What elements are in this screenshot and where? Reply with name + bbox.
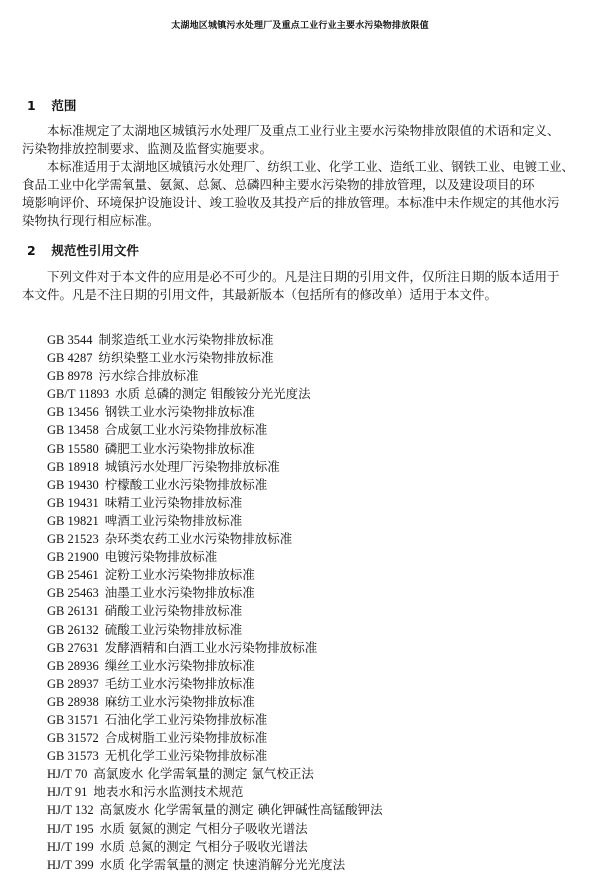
reference-code: GB 25461: [47, 568, 99, 583]
reference-title: 水质 总磷的测定 钼酸铵分光光度法: [115, 386, 311, 402]
reference-title: 电镀污染物排放标准: [104, 549, 218, 565]
reference-item: [47, 367, 383, 385]
section-number: 2: [27, 243, 36, 258]
section-heading-scope: [27, 96, 76, 114]
reference-code: GB 28936: [47, 658, 99, 673]
reference-item: [47, 729, 383, 747]
reference-list: [47, 331, 383, 874]
reference-item: [47, 639, 383, 657]
reference-code: GB 21900: [47, 550, 99, 565]
paragraph-line: 食品工业中化学需氧量、氨氮、总氮、总磷四种主要水污染物的排放管理，以及建设项目的环: [22, 177, 535, 192]
reference-code: HJ/T 70: [47, 767, 88, 782]
reference-item: [47, 421, 383, 439]
reference-title: 麻纺工业水污染物排放标准: [104, 693, 255, 709]
reference-item: [47, 783, 383, 801]
reference-title: 高氯废水 化学需氧量的测定 氯气校正法: [93, 766, 314, 782]
reference-title: 城镇污水处理厂污染物排放标准: [104, 458, 280, 474]
reference-item: [47, 711, 383, 729]
reference-code: GB 19821: [47, 513, 99, 528]
reference-title: 硫酸工业污染物排放标准: [104, 621, 243, 637]
reference-code: GB 8978: [47, 369, 93, 384]
paragraph-line: 本标准适用于太湖地区城镇污水处理厂、纺织工业、化学工业、造纸工业、钢铁工业、电镀工业、: [47, 160, 574, 174]
reference-code: HJ/T 132: [47, 803, 94, 818]
document-title: 太湖地区城镇污水处理厂及重点工业行业主要水污染物排放限值: [171, 21, 429, 31]
paragraph-line: 境影响评价、环境保护设施设计、竣工验收及其投产后的排放管理。本标准中未作规定的其他水污: [22, 195, 560, 210]
reference-code: GB 31573: [47, 749, 99, 764]
reference-title: 啤酒工业污染物排放标准: [104, 512, 243, 528]
reference-item: [47, 512, 383, 530]
reference-code: GB 15580: [47, 441, 99, 456]
reference-item: [47, 548, 383, 566]
paragraph-line: 污染物排放控制要求、监测及监督实施要求。: [22, 141, 273, 156]
reference-title: 缫丝工业水污染物排放标准: [104, 657, 255, 673]
reference-item: [47, 440, 383, 458]
reference-title: 纺织染整工业水污染物排放标准: [98, 350, 274, 366]
reference-code: GB 18918: [47, 459, 99, 474]
reference-title: 油墨工业水污染物排放标准: [104, 585, 255, 601]
reference-item: [47, 693, 383, 711]
reference-item: [47, 838, 383, 856]
reference-item: [47, 349, 383, 367]
reference-item: [47, 747, 383, 765]
reference-title: 毛纺工业水污染物排放标准: [104, 675, 255, 691]
reference-title: 硝酸工业污染物排放标准: [104, 603, 243, 619]
reference-item: [47, 820, 383, 838]
paragraph-line: 本文件。凡是不注日期的引用文件，其最新版本（包括所有的修改单）适用于本文件。: [22, 287, 498, 302]
reference-title: 石油化学工业污染物排放标准: [104, 711, 268, 727]
reference-item: [47, 584, 383, 602]
reference-code: GB 19431: [47, 495, 99, 510]
reference-title: 淀粉工业水污染物排放标准: [104, 567, 255, 583]
reference-code: GB 31572: [47, 731, 99, 746]
scope-paragraph-1: [22, 122, 584, 158]
reference-title: 水质 总氮的测定 气相分子吸收光谱法: [99, 838, 308, 854]
reference-title: 味精工业污染物排放标准: [104, 494, 243, 510]
reference-code: GB 28938: [47, 694, 99, 709]
reference-title: 无机化学工业污染物排放标准: [104, 748, 268, 764]
reference-item: [47, 765, 383, 783]
paragraph-line: 下列文件对于本文件的应用是必不可少的。凡是注日期的引用文件，仅所注日期的版本适用于: [47, 269, 560, 284]
reference-code: GB 28937: [47, 676, 99, 691]
scope-paragraph-2: [22, 158, 584, 230]
reference-item: [47, 621, 383, 639]
reference-title: 磷肥工业水污染物排放标准: [104, 440, 255, 456]
reference-code: GB 4287: [47, 351, 93, 366]
reference-item: [47, 331, 383, 349]
reference-title: 水质 氨氮的测定 气相分子吸收光谱法: [99, 820, 308, 836]
reference-title: 合成树脂工业污染物排放标准: [104, 730, 268, 746]
reference-title: 水质 化学需氧量的测定 快速消解分光光度法: [99, 856, 346, 872]
reference-item: [47, 403, 383, 421]
section-title: 规范性引用文件: [51, 243, 139, 258]
reference-code: GB 31571: [47, 712, 99, 727]
reference-item: [47, 458, 383, 476]
reference-code: GB 26132: [47, 622, 99, 637]
reference-code: GB 21523: [47, 532, 99, 547]
reference-code: GB 19430: [47, 477, 99, 492]
reference-item: [47, 494, 383, 512]
reference-item: [47, 566, 383, 584]
reference-code: HJ/T 91: [47, 785, 88, 800]
reference-item: [47, 385, 383, 403]
section-number: 1: [27, 98, 36, 113]
reference-item: [47, 675, 383, 693]
reference-title: 钢铁工业水污染物排放标准: [104, 404, 255, 420]
reference-title: 污水综合排放标准: [98, 368, 199, 384]
reference-title: 高氯废水 化学需氧量的测定 碘化钾碱性高锰酸钾法: [99, 802, 383, 818]
reference-code: HJ/T 399: [47, 857, 94, 872]
reference-title: 地表水和污水监测技术规范: [93, 784, 244, 800]
reference-code: GB 27631: [47, 640, 99, 655]
reference-item: [47, 476, 383, 494]
reference-title: 制浆造纸工业水污染物排放标准: [98, 332, 274, 347]
reference-item: [47, 602, 383, 620]
reference-title: 杂环类农药工业水污染物排放标准: [104, 531, 293, 547]
reference-title: 合成氨工业水污染物排放标准: [104, 422, 268, 438]
reference-item: [47, 801, 383, 819]
section-title: 范围: [51, 98, 77, 113]
reference-code: HJ/T 195: [47, 821, 94, 836]
reference-title: 柠檬酸工业水污染物排放标准: [104, 476, 268, 492]
reference-code: GB 13456: [47, 405, 99, 420]
reference-code: GB 3544: [47, 333, 93, 347]
reference-item: [47, 657, 383, 675]
reference-code: GB/T 11893: [47, 387, 110, 402]
reference-code: GB 25463: [47, 586, 99, 601]
reference-item: [47, 530, 383, 548]
section-heading-normative-references: [27, 241, 139, 259]
paragraph-line: 染物执行现行相应标准。: [22, 213, 160, 228]
reference-code: GB 13458: [47, 423, 99, 438]
reference-title: 发酵酒精和白酒工业水污染物排放标准: [104, 639, 318, 655]
references-intro-paragraph: [22, 268, 584, 304]
reference-code: GB 26131: [47, 604, 99, 619]
paragraph-line: 本标准规定了太湖地区城镇污水处理厂及重点工业行业主要水污染物排放限值的术语和定义、: [47, 123, 560, 138]
reference-code: HJ/T 199: [47, 839, 94, 854]
reference-item: [47, 856, 383, 874]
